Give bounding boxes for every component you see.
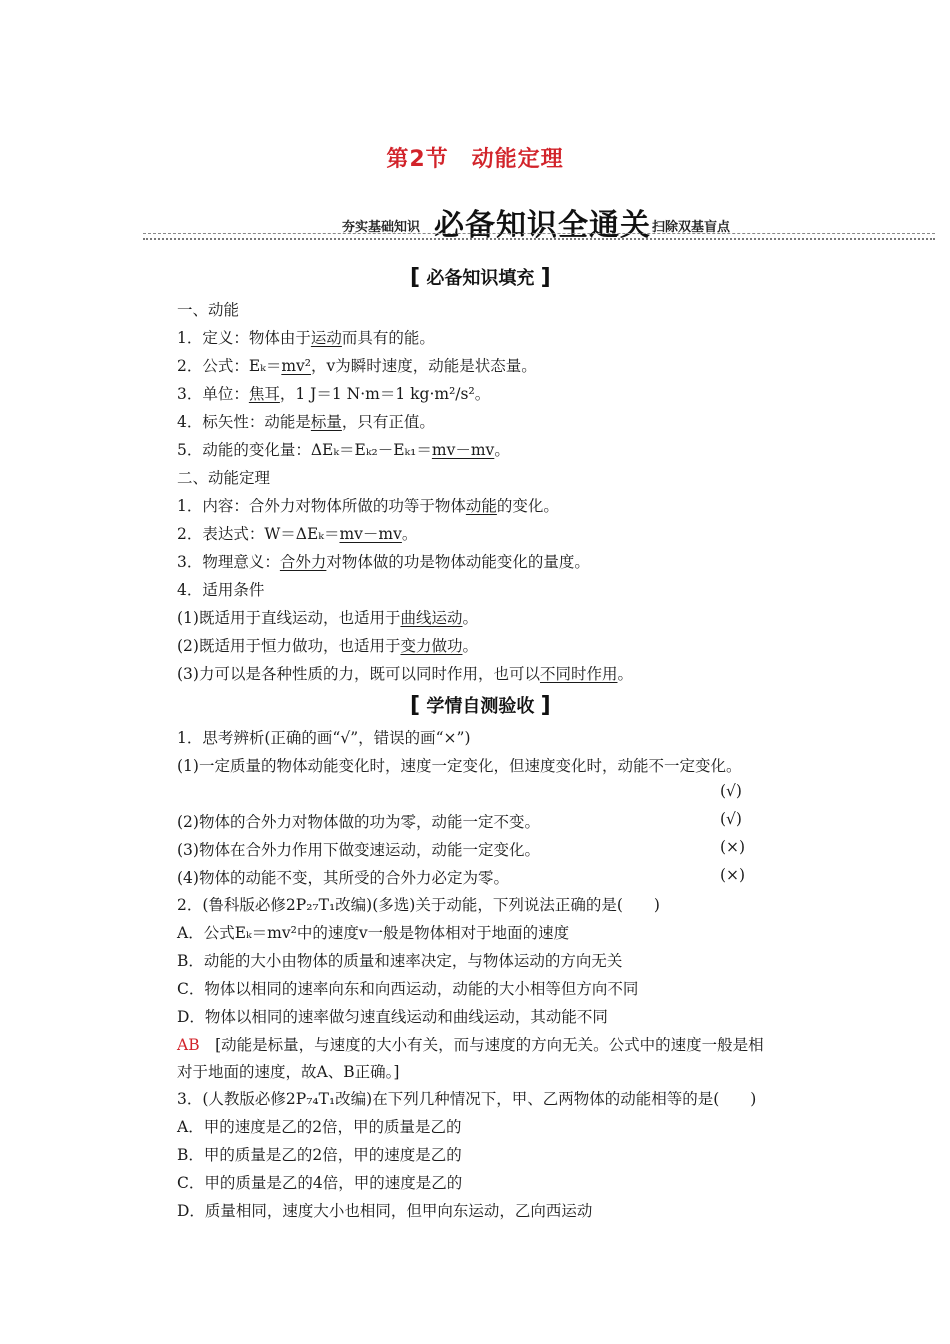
knowledge-item [177, 662, 633, 684]
knowledge-item [177, 410, 435, 432]
fill-blank: mv² [281, 357, 312, 375]
self-test-heading: [ 学情自测验收 ] [410, 693, 551, 718]
item-text: 1．定义：物体由于 [177, 329, 311, 347]
option-d: D．质量相同，速度大小也相同，但甲向东运动，乙向西运动 [177, 1202, 593, 1220]
judgement-mark: (×) [720, 838, 746, 856]
answer-key: AB [177, 1036, 200, 1054]
judgement-mark: (×) [720, 866, 746, 884]
fill-blank: 合外力 [279, 553, 327, 571]
fill-blank: 标量 [310, 413, 342, 431]
divider [143, 233, 935, 234]
knowledge-item [177, 354, 537, 376]
item-text: 。 [494, 441, 510, 459]
question-stem: 2．(鲁科版必修2P₂₇T₁改编)(多选)关于动能，下列说法正确的是( ) [177, 896, 660, 914]
item-text: 对物体做的功是物体动能变化的量度。 [326, 553, 590, 571]
fill-blank: 变力做功 [400, 637, 463, 655]
knowledge-item [177, 494, 559, 516]
explanation-text: [动能是标量，与速度的大小有关，而与速度的方向无关。公式中的速度一般是相 [215, 1036, 764, 1054]
banner-main-text: 必备知识全通关 [434, 208, 651, 243]
self-test-heading-label: 学情自测验收 [426, 696, 535, 717]
question-stem: 1．思考辨析(正确的画“√”，错误的画“×”) [177, 729, 471, 747]
option-d: D．物体以相同的速率做匀速直线运动和曲线运动，其动能不同 [177, 1008, 608, 1026]
fill-blank: 曲线运动 [400, 609, 463, 627]
knowledge-heading: [ 必备知识填充 ] [410, 265, 551, 290]
page-title: 第2节 动能定理 [386, 147, 564, 172]
item-text: 5．动能的变化量：ΔEₖ＝Eₖ₂－Eₖ₁＝ [177, 441, 432, 459]
fill-blank: 不同时作用 [539, 665, 618, 683]
judgement-item: (2)物体的合外力对物体做的功为零，动能一定不变。 [177, 813, 540, 831]
option-a: A．甲的速度是乙的2倍，甲的质量是乙的 [177, 1118, 462, 1136]
item-text: 1．内容：合外力对物体所做的功等于物体 [177, 497, 466, 515]
item-text: 。 [462, 609, 478, 627]
knowledge-heading-label: 必备知识填充 [426, 268, 535, 289]
judgement-item: (4)物体的动能不变，其所受的合外力必定为零。 [177, 869, 509, 887]
item-text: 3．物理意义： [177, 553, 280, 571]
fill-blank: 焦耳 [248, 385, 280, 403]
judgement-mark: (√) [720, 782, 742, 800]
banner-left-text: 夯实基础知识 [342, 220, 421, 235]
item-text: 3．单位： [177, 385, 249, 403]
judgement-item: (3)物体在合外力作用下做变速运动，动能一定变化。 [177, 841, 540, 859]
item-text: 的变化。 [496, 497, 559, 515]
knowledge-item [177, 438, 510, 460]
knowledge-item [177, 634, 478, 656]
knowledge-item: 4．适用条件 [177, 581, 265, 599]
item-text: (1)既适用于直线运动，也适用于 [177, 609, 401, 627]
item-text: ，v为瞬时速度，动能是状态量。 [311, 357, 537, 375]
item-text: 而具有的能。 [341, 329, 435, 347]
item-text: ，只有正值。 [341, 413, 435, 431]
fill-blank: mv－mv [431, 441, 495, 459]
item-text: ，1 J＝1 N·m＝1 kg·m²/s²。 [279, 385, 491, 403]
item-text: 2．公式：Eₖ＝ [177, 357, 282, 375]
option-b: B．甲的质量是乙的2倍，甲的速度是乙的 [177, 1146, 462, 1164]
banner-right-text: 扫除双基盲点 [652, 220, 731, 235]
option-b: B．动能的大小由物体的质量和速率决定，与物体运动的方向无关 [177, 952, 623, 970]
option-c: C．甲的质量是乙的4倍，甲的速度是乙的 [177, 1174, 463, 1192]
item-text: (2)既适用于恒力做功，也适用于 [177, 637, 401, 655]
item-text: 。 [617, 665, 633, 683]
question-stem: 3．(人教版必修2P₇₄T₁改编)在下列几种情况下，甲、乙两物体的动能相等的是( ) [177, 1090, 757, 1108]
divider [143, 238, 935, 240]
option-c: C．物体以相同的速率向东和向西运动，动能的大小相等但方向不同 [177, 980, 639, 998]
judgement-item: (1)一定质量的物体动能变化时，速度一定变化，但速度变化时，动能不一定变化。 [177, 757, 742, 775]
item-text: 2．表达式：W＝ΔEₖ＝ [177, 525, 340, 543]
knowledge-item [177, 606, 478, 628]
judgement-mark: (√) [720, 810, 742, 828]
knowledge-item [177, 382, 490, 404]
item-text: 4．标矢性：动能是 [177, 413, 311, 431]
part1-title: 一、动能 [177, 301, 240, 319]
explanation-text: 对于地面的速度，故A、B正确。] [177, 1063, 400, 1081]
knowledge-item [177, 522, 417, 544]
item-text: 。 [401, 525, 418, 543]
knowledge-item [177, 550, 590, 572]
knowledge-item [177, 326, 435, 348]
option-a: A．公式Eₖ＝mv²中的速度v一般是物体相对于地面的速度 [177, 924, 570, 942]
item-text: (3)力可以是各种性质的力，既可以同时作用，也可以 [177, 665, 540, 683]
answer-explanation [177, 1033, 764, 1055]
fill-blank: mv－mv [339, 525, 402, 543]
part2-title: 二、动能定理 [177, 469, 271, 487]
fill-blank: 运动 [310, 329, 342, 347]
item-text: 。 [462, 637, 478, 655]
fill-blank: 动能 [465, 497, 497, 515]
